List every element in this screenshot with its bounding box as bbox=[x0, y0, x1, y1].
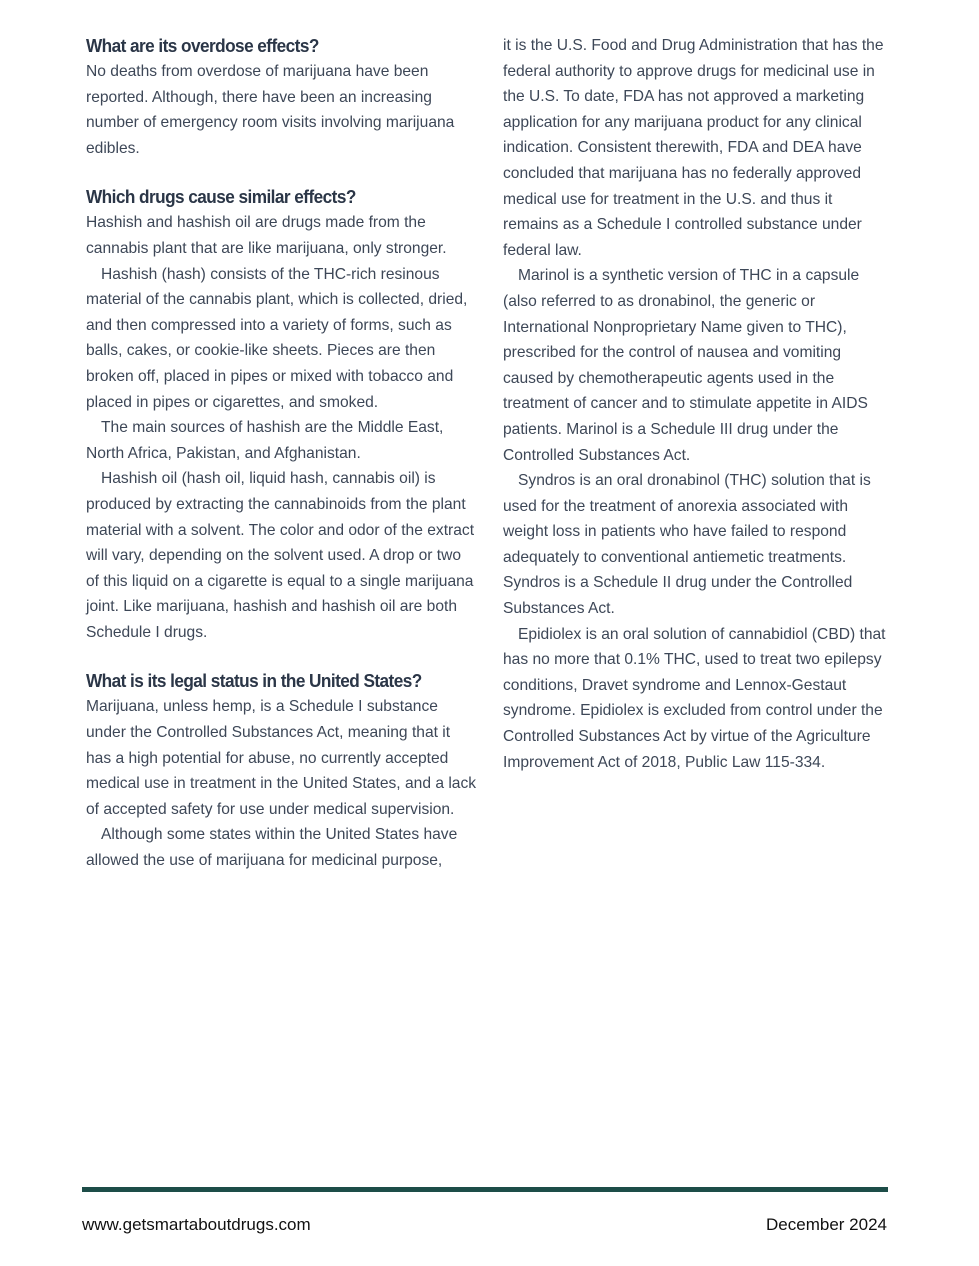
footer-website: www.getsmartaboutdrugs.com bbox=[82, 1215, 311, 1234]
footer-divider bbox=[82, 1187, 888, 1192]
paragraph: No deaths from overdose of marijuana have been reported. Although, there have been an increasing number of emergency room visits involving marijuana edibles. bbox=[86, 63, 455, 157]
left-column bbox=[86, 33, 478, 874]
paragraph: it is the U.S. Food and Drug Administration that has the federal authority to approve drugs for medicinal use in the U.S. To date, FDA has not approved a marketing application for any marijuana product for any clinical indication. Consistent therewith, FDA and DEA have concluded that marijuana has no federally approved medical use for treatment in the U.S. and thus it remains as a Schedule I controlled substance under federal law. bbox=[503, 37, 884, 259]
paragraph: Epidiolex is an oral solution of cannabidiol (CBD) that has no more that 0.1% THC, used to treat two epilepsy conditions, Dravet syndrome and Lennox-Gestaut syndrome. Epidiolex is excluded from control under the Controlled Substances Act by virtue of the Agriculture Improvement Act of 2018, Public Law 115-334. bbox=[503, 625, 886, 771]
paragraph: The main sources of hashish are the Middle East, North Africa, Pakistan, and Afghanistan. bbox=[86, 419, 444, 462]
paragraph: Hashish oil (hash oil, liquid hash, cannabis oil) is produced by extracting the cannabinoids from the plant material with a solvent. The color and odor of the extract will vary, depending on the solvent used. A drop or two of this liquid on a cigarette is equal to a single marijuana joint. Like marijuana, hashish and hashish oil are both Schedule I drugs. bbox=[86, 470, 475, 641]
heading-overdose: What are its overdose effects? bbox=[86, 35, 319, 56]
paragraph: Hashish (hash) consists of the THC-rich resinous material of the cannabis plant, which is collected, dried, and then compressed into a variety of forms, such as balls, cakes, or cookie-like sheets. Pieces are then broken off, placed in pipes or mixed with tobacco and placed in pipes or cigarettes, and smoked. bbox=[86, 265, 468, 411]
footer-date: December 2024 bbox=[766, 1215, 887, 1234]
paragraph: Marinol is a synthetic version of THC in a capsule (also referred to as dronabinol, the generic or International Nonproprietary Name given to THC), prescribed for the control of nausea and vomiting caused by chemotherapeutic agents used in the treatment of cancer and to stimulate appetite in AIDS patients. Marinol is a Schedule III drug under the Controlled Substances Act. bbox=[503, 267, 868, 464]
heading-similar-drugs: Which drugs cause similar effects? bbox=[86, 186, 356, 208]
paragraph: Although some states within the United States have allowed the use of marijuana for medicinal purpose, bbox=[86, 826, 458, 870]
paragraph: Marijuana, unless hemp, is a Schedule I substance under the Controlled Substances Act, meaning that it has a high potential for abuse, no currently accepted medical use in treatment in the United States, and a lack of accepted safety for use under medical supervision. bbox=[86, 698, 477, 818]
paragraph: Hashish and hashish oil are drugs made from the cannabis plant that are like marijuana, only stronger. bbox=[86, 214, 447, 257]
right-column bbox=[503, 33, 887, 775]
paragraph: Syndros is an oral dronabinol (THC) solution that is used for the treatment of anorexia associated with weight loss in patients who have failed to respond adequately to conventional antiemetic treatments. Syndros is a Schedule II drug under the Controlled Substances Act. bbox=[503, 472, 871, 618]
heading-legal-status: What is its legal status in the United States? bbox=[86, 670, 422, 692]
